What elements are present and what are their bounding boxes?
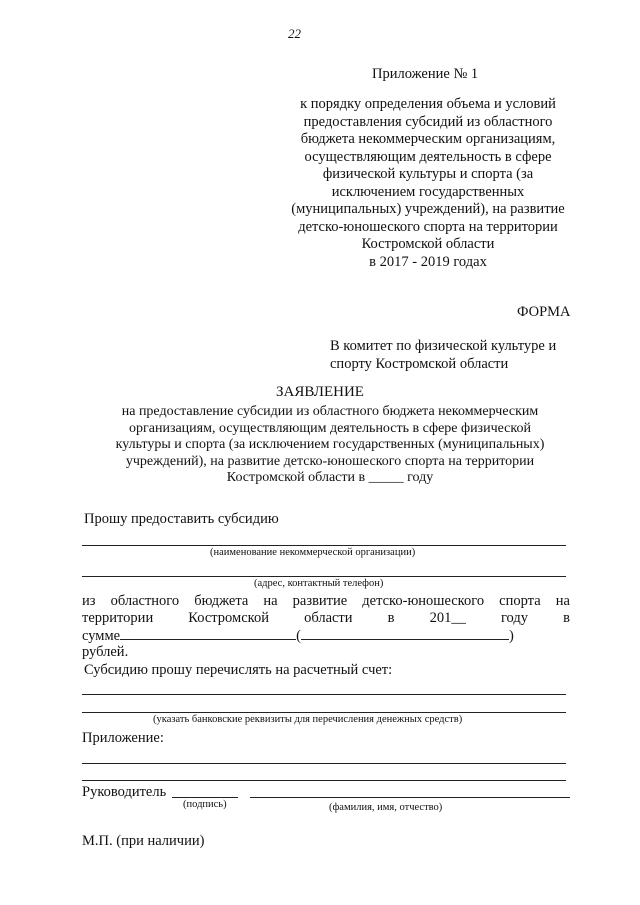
word: области [304,610,353,626]
account-text: Субсидию прошу перечислять на расчетный счет: [84,662,393,678]
appendix-line: к порядку определения объема и условий [300,96,556,112]
signature-caption: (подпись) [183,799,227,810]
address-phone-line[interactable] [82,576,566,577]
statement-subtitle-line: культуры и спорта (за исключением государственных (муниципальных) [115,437,545,452]
page-number: 22 [288,26,301,41]
full-name-line[interactable] [250,797,570,798]
word: развитие [292,593,348,609]
attachment-line-1[interactable] [82,763,566,764]
year-field[interactable]: 201__ [429,610,466,626]
statement-subtitle-line: учреждений), на развитие детско-юношеского спорта на территории [125,453,535,469]
sum-digits-field[interactable] [120,627,194,640]
appendix-line: бюджета некоммерческим организациям, [300,131,556,147]
word: из [82,593,96,609]
statement-subtitle-line: Костромской области в _____ году [226,470,434,485]
addressee-line: спорту Костромской области [330,356,509,372]
form-label: ФОРМА [517,304,571,320]
appendix-line: предоставления субсидий из областного [303,113,553,130]
word: на [263,593,278,609]
rubles-text: рублей. [82,644,129,660]
appendix-line: в 2017 - 2019 годах [369,253,487,270]
appendix-line: осуществляющим деятельность в сфере [304,148,552,165]
word: году [500,610,528,626]
organization-name-line[interactable] [82,545,566,546]
organization-name-caption: (наименование некоммерческой организации) [210,547,416,558]
addressee-line: В комитет по физической культуре и [330,338,557,354]
attachment-label: Приложение: [82,730,164,746]
word: областного [110,593,180,609]
sum-label: сумме [82,628,121,644]
bank-details-line-2[interactable] [82,712,566,713]
territory-text-line [82,610,570,627]
head-label: Руководитель [82,784,167,800]
appendix-line: физической культуры и спорта (за [322,166,534,182]
statement-title: ЗАЯВЛЕНИЕ [276,384,364,400]
word: Костромской [188,610,269,626]
statement-subtitle-line: на предоставление субсидии из областного бюджета некоммерческим [121,404,539,419]
word: на [555,593,570,609]
full-name-caption: (фамилия, имя, отчество) [329,802,443,813]
sum-close-paren: ) [508,628,514,644]
statement-subtitle-line: организациям, осуществляющим деятельность в сфере физической [129,420,531,436]
word: территории [82,610,154,626]
attachment-line-2[interactable] [82,780,566,781]
addressee [330,337,556,373]
bank-details-line-1[interactable] [82,694,566,695]
appendix-line: детско-юношеского спорта на территории [298,218,558,235]
appendix-description [268,96,588,271]
appendix-line: (муниципальных) учреждений), на развитие [291,201,565,217]
signature-line[interactable] [172,797,238,798]
sum-words-field[interactable] [301,627,509,640]
budget-text-line [82,593,570,610]
word: в [387,610,395,626]
sum-line [82,627,572,645]
statement-subtitle [60,404,600,487]
word: бюджета [194,593,249,609]
word: детско-юношеского [362,593,485,609]
appendix-title: Приложение № 1 [372,66,479,82]
request-text: Прошу предоставить субсидию [84,511,279,527]
word: в [563,610,570,626]
sum-digits-field-cont[interactable] [194,627,296,640]
appendix-line: исключением государственных [331,183,525,200]
stamp-note: М.П. (при наличии) [82,833,205,849]
sum-open-paren: ( [296,628,301,644]
appendix-line: Костромской области [361,236,495,252]
bank-details-caption: (указать банковские реквизиты для перечисления денежных средств) [153,714,463,725]
address-phone-caption: (адрес, контактный телефон) [254,578,384,589]
word: спорта [499,593,541,609]
